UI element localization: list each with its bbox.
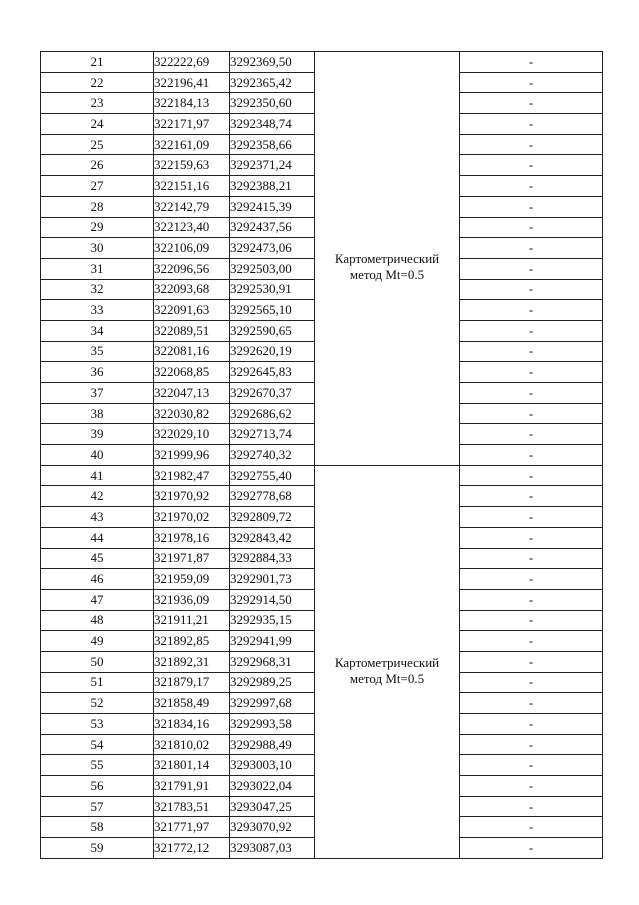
coordinate-x: 321858,49 (154, 693, 230, 714)
coordinate-x: 322093,68 (154, 279, 230, 300)
coordinate-y: 3293070,92 (230, 817, 315, 838)
coordinate-x: 322106,09 (154, 238, 230, 259)
value-cell: - (460, 465, 603, 486)
coordinate-x: 322030,82 (154, 403, 230, 424)
coordinate-y: 3292590,65 (230, 320, 315, 341)
coordinate-x: 321801,14 (154, 755, 230, 776)
value-cell: - (460, 176, 603, 197)
coordinate-y: 3292620,19 (230, 341, 315, 362)
coordinate-y: 3292415,39 (230, 196, 315, 217)
value-cell: - (460, 776, 603, 797)
value-cell: - (460, 341, 603, 362)
method-line-2: метод Mt=0.5 (349, 670, 425, 686)
value-cell: - (460, 362, 603, 383)
value-cell: - (460, 445, 603, 466)
value-cell: - (460, 258, 603, 279)
point-number: 51 (41, 672, 154, 693)
coordinate-x: 321892,31 (154, 651, 230, 672)
value-cell: - (460, 383, 603, 404)
method-text (315, 637, 459, 687)
coordinate-y: 3292369,50 (230, 52, 315, 73)
coordinate-x: 322029,10 (154, 424, 230, 445)
coordinate-x: 322068,85 (154, 362, 230, 383)
point-number: 22 (41, 72, 154, 93)
value-cell: - (460, 569, 603, 590)
value-cell: - (460, 817, 603, 838)
coordinate-y: 3293003,10 (230, 755, 315, 776)
value-cell: - (460, 196, 603, 217)
point-number: 58 (41, 817, 154, 838)
point-number: 49 (41, 631, 154, 652)
point-number: 27 (41, 176, 154, 197)
point-number: 42 (41, 486, 154, 507)
coordinate-y: 3292670,37 (230, 383, 315, 404)
point-number: 23 (41, 93, 154, 114)
point-number: 24 (41, 114, 154, 135)
point-number: 59 (41, 838, 154, 859)
coordinates-table-body (41, 52, 603, 859)
coordinate-x: 322123,40 (154, 217, 230, 238)
coordinate-y: 3292530,91 (230, 279, 315, 300)
point-number: 57 (41, 796, 154, 817)
coordinate-y: 3292988,49 (230, 734, 315, 755)
coordinate-y: 3292755,40 (230, 465, 315, 486)
value-cell: - (460, 610, 603, 631)
value-cell: - (460, 672, 603, 693)
coordinate-x: 321783,51 (154, 796, 230, 817)
value-cell: - (460, 714, 603, 735)
point-number: 25 (41, 134, 154, 155)
point-number: 48 (41, 610, 154, 631)
point-number: 34 (41, 320, 154, 341)
value-cell: - (460, 589, 603, 610)
point-number: 52 (41, 693, 154, 714)
coordinate-y: 3292935,15 (230, 610, 315, 631)
point-number: 35 (41, 341, 154, 362)
point-number: 40 (41, 445, 154, 466)
point-number: 26 (41, 155, 154, 176)
value-cell: - (460, 155, 603, 176)
coordinate-x: 322171,97 (154, 114, 230, 135)
point-number: 21 (41, 52, 154, 73)
coordinate-y: 3292503,00 (230, 258, 315, 279)
table-row (41, 52, 603, 73)
point-number: 53 (41, 714, 154, 735)
point-number: 46 (41, 569, 154, 590)
point-number: 55 (41, 755, 154, 776)
coordinate-y: 3292901,73 (230, 569, 315, 590)
coordinate-y: 3292565,10 (230, 300, 315, 321)
coordinate-y: 3292348,74 (230, 114, 315, 135)
value-cell: - (460, 507, 603, 528)
point-number: 33 (41, 300, 154, 321)
value-cell: - (460, 755, 603, 776)
coordinate-y: 3292989,25 (230, 672, 315, 693)
coordinate-x: 322161,09 (154, 134, 230, 155)
point-number: 29 (41, 217, 154, 238)
coordinate-y: 3292997,68 (230, 693, 315, 714)
coordinate-x: 321970,92 (154, 486, 230, 507)
coordinate-y: 3292809,72 (230, 507, 315, 528)
coordinate-x: 321999,96 (154, 445, 230, 466)
coordinates-table (40, 51, 603, 859)
value-cell: - (460, 548, 603, 569)
coordinate-x: 322096,56 (154, 258, 230, 279)
coordinate-x: 322196,41 (154, 72, 230, 93)
coordinate-x: 321771,97 (154, 817, 230, 838)
coordinate-x: 321834,16 (154, 714, 230, 735)
value-cell: - (460, 403, 603, 424)
coordinate-y: 3292437,56 (230, 217, 315, 238)
value-cell: - (460, 134, 603, 155)
coordinate-x: 321879,17 (154, 672, 230, 693)
coordinate-x: 322081,16 (154, 341, 230, 362)
coordinate-x: 321978,16 (154, 527, 230, 548)
value-cell: - (460, 527, 603, 548)
value-cell: - (460, 238, 603, 259)
point-number: 43 (41, 507, 154, 528)
coordinate-x: 322222,69 (154, 52, 230, 73)
coordinate-y: 3292778,68 (230, 486, 315, 507)
coordinate-y: 3293047,25 (230, 796, 315, 817)
coordinate-x: 322047,13 (154, 383, 230, 404)
point-number: 32 (41, 279, 154, 300)
point-number: 36 (41, 362, 154, 383)
coordinate-y: 3292740,32 (230, 445, 315, 466)
coordinate-y: 3292645,83 (230, 362, 315, 383)
method-line-1: Картометрический (334, 251, 440, 267)
coordinate-y: 3292358,66 (230, 134, 315, 155)
value-cell: - (460, 734, 603, 755)
coordinate-y: 3292713,74 (230, 424, 315, 445)
value-cell: - (460, 114, 603, 135)
value-cell: - (460, 320, 603, 341)
coordinate-x: 321911,21 (154, 610, 230, 631)
point-number: 50 (41, 651, 154, 672)
coordinate-y: 3292686,62 (230, 403, 315, 424)
method-line-1: Картометрический (334, 654, 440, 670)
coordinate-y: 3293022,04 (230, 776, 315, 797)
value-cell: - (460, 217, 603, 238)
point-number: 47 (41, 589, 154, 610)
point-number: 37 (41, 383, 154, 404)
coordinate-y: 3292388,21 (230, 176, 315, 197)
method-cell (315, 465, 460, 858)
value-cell: - (460, 279, 603, 300)
point-number: 38 (41, 403, 154, 424)
coordinate-x: 321810,02 (154, 734, 230, 755)
coordinate-y: 3292365,42 (230, 72, 315, 93)
value-cell: - (460, 838, 603, 859)
value-cell: - (460, 52, 603, 73)
coordinate-x: 321772,12 (154, 838, 230, 859)
value-cell: - (460, 300, 603, 321)
coordinate-x: 322142,79 (154, 196, 230, 217)
value-cell: - (460, 486, 603, 507)
coordinate-y: 3292843,42 (230, 527, 315, 548)
value-cell: - (460, 424, 603, 445)
coordinate-x: 322151,16 (154, 176, 230, 197)
coordinate-x: 321970,02 (154, 507, 230, 528)
value-cell: - (460, 631, 603, 652)
coordinate-y: 3292993,58 (230, 714, 315, 735)
point-number: 39 (41, 424, 154, 445)
coordinate-x: 322089,51 (154, 320, 230, 341)
coordinate-y: 3292914,50 (230, 589, 315, 610)
coordinate-x: 321892,85 (154, 631, 230, 652)
coordinate-y: 3292350,60 (230, 93, 315, 114)
coordinate-y: 3292473,06 (230, 238, 315, 259)
coordinate-x: 321982,47 (154, 465, 230, 486)
point-number: 28 (41, 196, 154, 217)
coordinate-x: 321791,91 (154, 776, 230, 797)
point-number: 54 (41, 734, 154, 755)
method-text (315, 233, 459, 283)
point-number: 56 (41, 776, 154, 797)
coordinate-y: 3293087,03 (230, 838, 315, 859)
coordinate-x: 322091,63 (154, 300, 230, 321)
coordinate-y: 3292941,99 (230, 631, 315, 652)
coordinate-x: 321959,09 (154, 569, 230, 590)
point-number: 45 (41, 548, 154, 569)
value-cell: - (460, 693, 603, 714)
coordinate-x: 321936,09 (154, 589, 230, 610)
method-cell (315, 52, 460, 466)
method-line-2: метод Mt=0.5 (349, 267, 425, 283)
point-number: 41 (41, 465, 154, 486)
coordinate-x: 322159,63 (154, 155, 230, 176)
value-cell: - (460, 651, 603, 672)
coordinate-y: 3292884,33 (230, 548, 315, 569)
value-cell: - (460, 796, 603, 817)
coordinate-x: 321971,87 (154, 548, 230, 569)
coordinate-y: 3292371,24 (230, 155, 315, 176)
point-number: 44 (41, 527, 154, 548)
value-cell: - (460, 72, 603, 93)
point-number: 31 (41, 258, 154, 279)
coordinate-y: 3292968,31 (230, 651, 315, 672)
coordinate-x: 322184,13 (154, 93, 230, 114)
table-row (41, 465, 603, 486)
value-cell: - (460, 93, 603, 114)
point-number: 30 (41, 238, 154, 259)
